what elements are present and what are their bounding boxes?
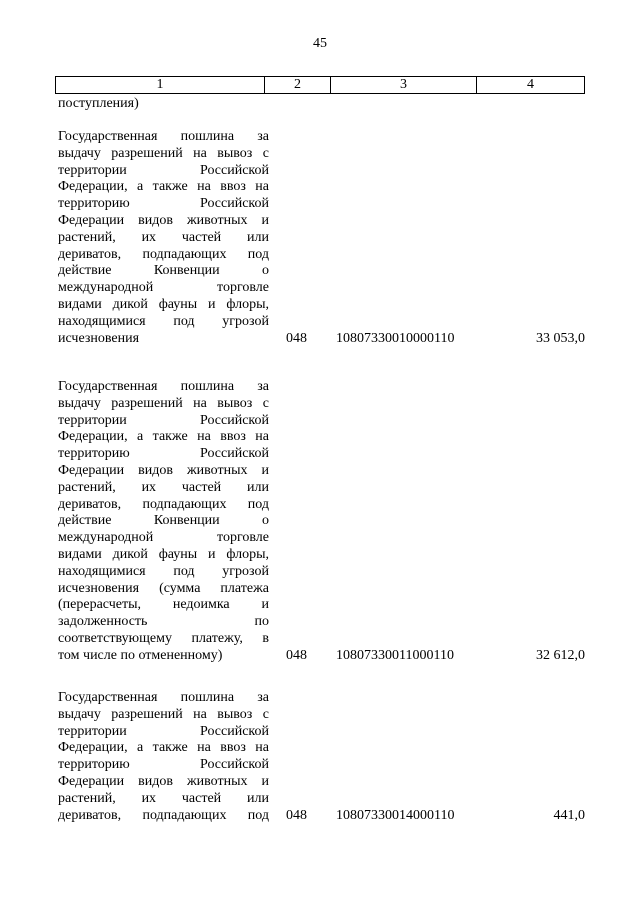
word: дериватов, — [58, 496, 122, 512]
description-line — [58, 791, 269, 808]
word: пошлина — [180, 129, 235, 144]
word: пошлина — [180, 690, 235, 705]
description-line — [58, 213, 269, 230]
word: с — [262, 395, 269, 411]
description-line — [58, 581, 269, 598]
word: вывоз — [217, 145, 253, 161]
description-line — [58, 808, 269, 825]
word: видами — [58, 546, 102, 562]
word: на — [255, 740, 269, 756]
word: по — [254, 614, 269, 630]
word: торговле — [217, 280, 269, 296]
word: за — [257, 690, 269, 705]
word: Государственная — [58, 379, 158, 394]
description-line — [58, 530, 269, 547]
word: выдачу — [58, 145, 101, 161]
word: с — [262, 145, 269, 161]
column-header-4: 4 — [527, 77, 534, 92]
word: а — [137, 740, 144, 756]
word: их — [141, 479, 157, 495]
word: Российской — [200, 412, 269, 428]
word: их — [141, 229, 157, 245]
word: и — [261, 212, 269, 228]
word: дериватов, — [58, 246, 122, 262]
word: в — [262, 630, 269, 646]
column-header-2: 2 — [265, 77, 331, 93]
word: Государственная — [58, 129, 158, 144]
budget-classification-code: 10807330011000110 — [336, 647, 454, 663]
word: Государственная — [58, 690, 158, 705]
word: частей — [181, 229, 222, 245]
description-line — [58, 497, 269, 514]
word: ввоз — [220, 429, 246, 445]
column-header-row — [55, 76, 585, 94]
word: на — [197, 429, 211, 445]
word: исчезновения — [58, 330, 140, 346]
word: и — [208, 296, 216, 312]
word: Федерации, — [58, 429, 128, 445]
word: вывоз — [217, 706, 253, 722]
word: животных — [186, 462, 248, 478]
word: действие — [58, 513, 112, 529]
word: Конвенции — [153, 263, 220, 279]
word: на — [193, 145, 207, 161]
entry-description — [58, 379, 269, 665]
word: и — [261, 462, 269, 478]
budget-classification-code: 10807330010000110 — [336, 330, 455, 346]
word: животных — [186, 212, 248, 228]
word: дикой — [112, 296, 148, 312]
word: действие — [58, 263, 112, 279]
word: международной — [58, 530, 154, 546]
word: исчезновения — [58, 580, 140, 596]
word: территории — [58, 723, 127, 739]
word: их — [141, 790, 157, 806]
word: (перерасчеты, — [58, 597, 142, 613]
description-line — [58, 690, 269, 707]
description-line — [58, 297, 269, 314]
description-line — [58, 480, 269, 497]
word: видами — [58, 296, 102, 312]
word: за — [257, 379, 269, 394]
word: о — [261, 263, 269, 279]
word: или — [246, 790, 269, 806]
word: и — [261, 773, 269, 789]
word: растений, — [58, 229, 116, 245]
description-line — [58, 446, 269, 463]
word: под — [247, 246, 269, 262]
word: платежу, — [191, 630, 243, 646]
description-line — [58, 513, 269, 530]
admin-code: 048 — [286, 330, 307, 346]
description-line — [58, 129, 269, 146]
word: флоры, — [226, 296, 269, 312]
word: Российской — [200, 446, 269, 462]
word: или — [246, 229, 269, 245]
word: на — [255, 429, 269, 445]
word: выдачу — [58, 706, 101, 722]
description-line — [58, 707, 269, 724]
word: выдачу — [58, 395, 101, 411]
word: растений, — [58, 479, 116, 495]
word: Российской — [200, 757, 269, 773]
description-line — [58, 263, 269, 280]
description-line — [58, 247, 269, 264]
word: на — [255, 179, 269, 195]
word: под — [247, 807, 269, 823]
word: Федерации — [58, 212, 125, 228]
word: разрешений — [111, 145, 183, 161]
description-line — [58, 413, 269, 430]
description-line — [58, 564, 269, 581]
word: видов — [138, 462, 173, 478]
entry-description — [58, 690, 269, 824]
word: Российской — [200, 723, 269, 739]
word: вывоз — [217, 395, 253, 411]
word: фауны — [158, 296, 198, 312]
word: о — [261, 513, 269, 529]
continuation-text: поступления) — [58, 96, 139, 111]
word: Федерации — [58, 773, 125, 789]
word: под — [173, 563, 195, 579]
description-line — [58, 379, 269, 396]
entry-description — [58, 129, 269, 347]
description-line — [58, 648, 269, 665]
word: Федерации, — [58, 179, 128, 195]
description-line — [58, 331, 269, 348]
word: находящимися — [58, 563, 146, 579]
word: разрешений — [111, 706, 183, 722]
word: также — [152, 179, 188, 195]
description-line — [58, 429, 269, 446]
description-line — [58, 774, 269, 791]
word: пошлина — [180, 379, 235, 394]
word: угрозой — [222, 563, 269, 579]
word: и — [261, 597, 269, 613]
word: подпадающих — [142, 496, 227, 512]
description-line — [58, 614, 269, 631]
page-number: 45 — [313, 36, 327, 51]
description-line — [58, 196, 269, 213]
word: международной — [58, 280, 154, 296]
word: территорию — [58, 196, 130, 212]
description-line — [58, 163, 269, 180]
word: угрозой — [222, 313, 269, 329]
word: соответствующему — [58, 630, 172, 646]
column-header-1: 1 — [56, 77, 265, 93]
word: ввоз — [220, 179, 246, 195]
column-header-3: 3 — [331, 77, 477, 93]
word: дикой — [112, 546, 148, 562]
word: торговле — [217, 530, 269, 546]
word: Российской — [200, 196, 269, 212]
word: флоры, — [226, 546, 269, 562]
word: разрешений — [111, 395, 183, 411]
word: Конвенции — [153, 513, 220, 529]
word: растений, — [58, 790, 116, 806]
word: Федерации, — [58, 740, 128, 756]
word: территорию — [58, 446, 130, 462]
word: животных — [186, 773, 248, 789]
word: на — [197, 179, 211, 195]
description-line — [58, 179, 269, 196]
word: подпадающих — [142, 246, 227, 262]
word: Федерации — [58, 462, 125, 478]
word: частей — [181, 790, 222, 806]
word: а — [137, 429, 144, 445]
word: на — [193, 395, 207, 411]
word: или — [246, 479, 269, 495]
word: видов — [138, 212, 173, 228]
admin-code: 048 — [286, 647, 307, 663]
word: дериватов, — [58, 807, 122, 823]
description-line — [58, 740, 269, 757]
amount-value: 32 612,0 — [536, 647, 585, 663]
description-line — [58, 724, 269, 741]
word: подпадающих — [142, 807, 227, 823]
amount-value: 441,0 — [553, 807, 585, 823]
description-line — [58, 547, 269, 564]
description-line — [58, 463, 269, 480]
word: Российской — [200, 162, 269, 178]
word: частей — [181, 479, 222, 495]
word: также — [152, 740, 188, 756]
description-line — [58, 631, 269, 648]
word: территории — [58, 162, 127, 178]
description-line — [58, 280, 269, 297]
description-line — [58, 396, 269, 413]
description-line — [58, 230, 269, 247]
word: территорию — [58, 757, 130, 773]
description-line — [58, 757, 269, 774]
description-line — [58, 314, 269, 331]
admin-code: 048 — [286, 807, 307, 823]
word: задолженность — [58, 614, 148, 630]
word: за — [257, 129, 269, 144]
description-line — [58, 146, 269, 163]
word: на — [193, 706, 207, 722]
word: под — [247, 496, 269, 512]
word: под — [173, 313, 195, 329]
word: на — [197, 740, 211, 756]
word: с — [262, 706, 269, 722]
word: том числе по отмененному) — [58, 647, 223, 663]
word: недоимка — [172, 597, 230, 613]
word: ввоз — [220, 740, 246, 756]
word: территории — [58, 412, 127, 428]
word: платежа — [220, 580, 269, 596]
word: и — [208, 546, 216, 562]
description-line — [58, 597, 269, 614]
word: фауны — [158, 546, 198, 562]
amount-value: 33 053,0 — [536, 330, 585, 346]
word: (сумма — [159, 580, 201, 596]
budget-classification-code: 10807330014000110 — [336, 807, 455, 823]
word: находящимися — [58, 313, 146, 329]
word: а — [137, 179, 144, 195]
word: также — [152, 429, 188, 445]
word: видов — [138, 773, 173, 789]
